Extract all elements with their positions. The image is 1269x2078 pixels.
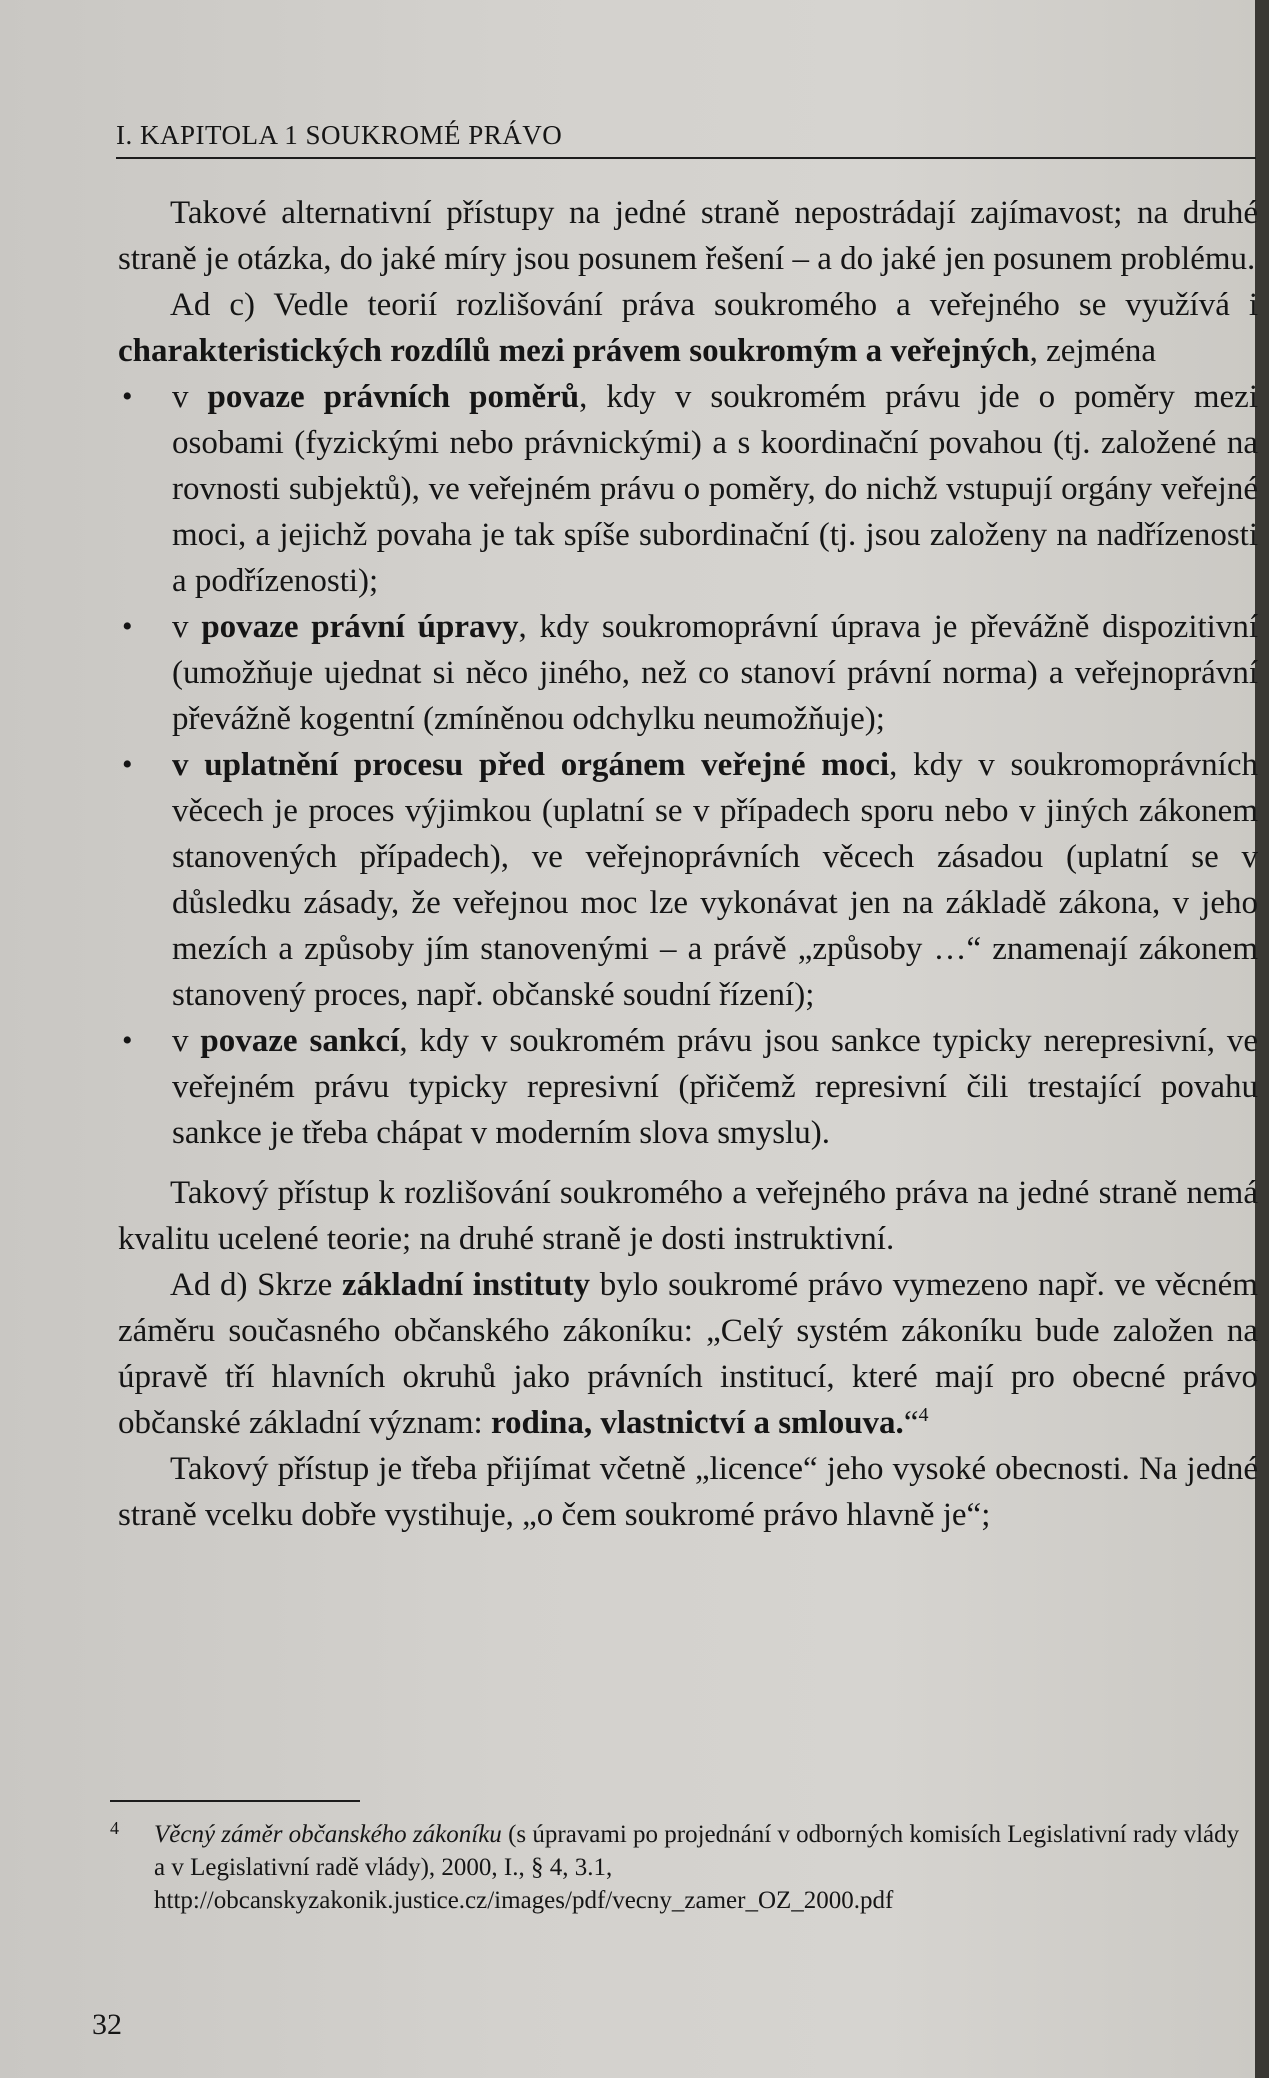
bullet-list	[118, 374, 1258, 1156]
footnote-divider	[110, 1800, 360, 1802]
item-text: , kdy soukromoprávní úprava je převážně dispozitivní (umožňuje ujednat si něco jiného, než co stanoví právní norma) a veřejnoprávní převážně kogentní (zmíněnou odchylku neumožňuje);	[172, 609, 1258, 737]
paragraph-text: Ad c) Vedle teorií rozlišování práva soukromého a veřejného se využívá i	[170, 287, 1258, 323]
main-text	[118, 190, 1258, 1538]
bold-phrase: povaze sankcí	[200, 1023, 400, 1059]
bullet-icon: •	[122, 748, 133, 781]
list-item	[118, 374, 1258, 604]
closing-quote: “	[903, 1405, 919, 1441]
paragraph	[118, 1262, 1258, 1446]
paragraph-text: Ad d) Skrze	[170, 1267, 342, 1303]
paragraph	[118, 190, 1258, 282]
bold-phrase: základní instituty	[341, 1267, 591, 1303]
bold-phrase: rodina, vlastnictví a smlouva.	[490, 1405, 904, 1441]
item-prefix: v	[172, 609, 202, 645]
footnote-body	[110, 1818, 1250, 1917]
item-text: , kdy v soukromoprávních věcech je proces výjimkou (uplatní se v případech sporu nebo v jiných zákonem stanovených případech), ve veřejnoprávních věcech zásadou (uplatní se v důsledku zásady, že veřejnou moc lze vykonávat jen na základě zákona, v jeho mezích a způsoby jím stanovenými – a právě „způsoby …“ znamenají zákonem stanovený proces, např. občanské soudní řízení);	[172, 747, 1258, 1013]
list-item	[118, 742, 1258, 1018]
bold-phrase: povaze právních poměrů	[207, 379, 580, 415]
footnote-reference: 4	[918, 1404, 929, 1426]
paragraph-text: , zejména	[1029, 333, 1157, 369]
list-item	[118, 1018, 1258, 1156]
paragraph	[118, 1170, 1258, 1262]
bold-phrase: v uplatnění procesu před orgánem veřejné moci	[172, 747, 890, 783]
footnote-title: Věcný záměr občanského zákoníku	[154, 1821, 502, 1848]
list-item	[118, 604, 1258, 742]
bold-phrase: charakteristických rozdílů mezi právem soukromým a veřejných	[118, 333, 1030, 369]
bullet-icon: •	[122, 610, 133, 643]
footnote-text: (s úpravami po projednání v odborných komisích Legislativní rady vlády a v Legislativní radě vlády), 2000, I., § 4, 3.1, http://obcanskyzakonik.justice.cz/images/pdf/vecny_zamer_OZ_2000.pdf	[154, 1821, 1240, 1914]
paragraph-text: bylo soukromé právo vymezeno např. ve věcném záměru současného občanského zákoníku: „Celý systém zákoníku bude založen na úpravě tří hlavních okruhů jako právních institucí, které mají pro obecné právo občanské základní význam:	[118, 1267, 1258, 1441]
paragraph	[118, 1446, 1258, 1538]
item-text: , kdy v soukromém právu jsou sankce typicky nerepresivní, ve veřejném právu typicky represivní (přičemž represivní čili trestající povahu sankce je třeba chápat v moderním slova smyslu).	[172, 1023, 1259, 1151]
paragraph	[118, 282, 1258, 374]
paragraph-text: Takový přístup je třeba přijímat včetně „licence“ jeho vysoké obecnosti. Na jedné straně vcelku dobře vystihuje, „o čem soukromé právo hlavně je“;	[118, 1451, 1258, 1533]
item-prefix: v	[172, 379, 208, 415]
bullet-icon: •	[122, 1024, 133, 1057]
bold-phrase: povaze právní úpravy	[201, 609, 519, 645]
running-header: I. KAPITOLA 1 SOUKROMÉ PRÁVO	[116, 120, 1256, 159]
footnote	[110, 1818, 1250, 1917]
bullet-icon: •	[122, 380, 133, 413]
paragraph-text: Takový přístup k rozlišování soukromého a veřejného práva na jedné straně nemá kvalitu ucelené teorie; na druhé straně je dosti instruktivní.	[118, 1175, 1258, 1257]
item-text: , kdy v soukromém právu jde o poměry mezi osobami (fyzickými nebo právnickými) a s koordinační povahou (tj. založené na rovnosti subjektů), ve veřejném právu o poměry, do nichž vstupují orgány veřejné moci, a jejichž povaha je tak spíše subordinační (tj. jsou založeny na nadřízenosti a podřízenosti);	[172, 379, 1259, 599]
page-number: 32	[92, 2008, 122, 2041]
item-prefix: v	[172, 1023, 201, 1059]
footnote-number: 4	[110, 1818, 119, 1838]
paragraph-text: Takové alternativní přístupy na jedné straně nepostrádají zajímavost; na druhé straně je otázka, do jaké míry jsou posunem řešení – a do jaké jen posunem problému.	[118, 195, 1258, 277]
